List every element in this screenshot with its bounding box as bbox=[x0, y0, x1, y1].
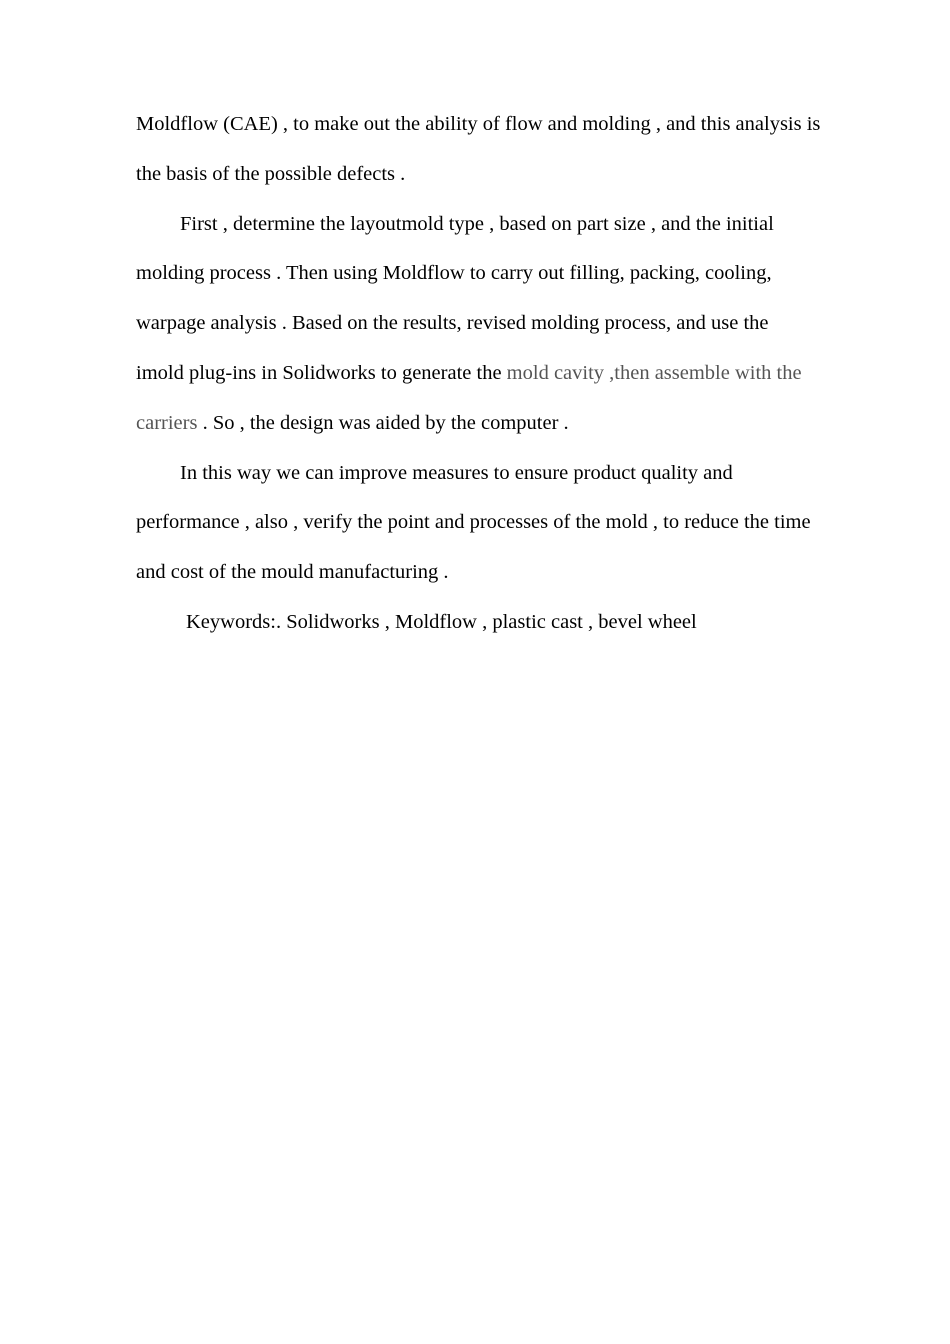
paragraph-3-line-2: performance , also , verify the point and processes of the mold , to reduce the time bbox=[136, 511, 811, 534]
carriers-word: carriers bbox=[136, 411, 198, 434]
paragraph-2-line-5 bbox=[136, 399, 896, 449]
paragraph-2-line-4-text: imold plug-ins in Solidworks to generate the bbox=[136, 361, 507, 384]
paragraph-3-line-3: and cost of the mould manufacturing . bbox=[136, 561, 449, 584]
paragraph-2 bbox=[136, 200, 896, 449]
keywords-paragraph bbox=[136, 598, 896, 648]
paragraph-2-line-4 bbox=[136, 349, 896, 399]
keywords-line bbox=[136, 598, 896, 648]
paragraph-1 bbox=[136, 100, 896, 200]
paragraph-2-line-2: molding process . Then using Moldflow to carry out filling, packing, cooling, bbox=[136, 262, 772, 285]
paragraph-2-line-1-text: First , determine the layoutmold type , based on part size , and the initial bbox=[180, 212, 774, 235]
paragraph-3-line-1-text: In this way we can improve measures to ensure product quality and bbox=[180, 461, 733, 484]
document-body bbox=[136, 100, 896, 648]
paragraph-2-line-3: warpage analysis . Based on the results, revised molding process, and use the bbox=[136, 312, 769, 335]
keywords-text: Keywords:. Solidworks , Moldflow , plastic cast , bevel wheel bbox=[186, 610, 697, 633]
paragraph-2-line-5-text: . So , the design was aided by the computer . bbox=[197, 411, 569, 434]
mold-cavity-phrase: mold cavity ,then assemble with the bbox=[506, 361, 802, 384]
paragraph-3-line-1 bbox=[136, 449, 896, 499]
paragraph-1-line-2: the basis of the possible defects . bbox=[136, 162, 406, 185]
paragraph-3 bbox=[136, 449, 896, 598]
paragraph-1-line-1: Moldflow (CAE) , to make out the ability of flow and molding , and this analysis is bbox=[136, 113, 821, 135]
paragraph-2-line-1 bbox=[136, 200, 896, 250]
